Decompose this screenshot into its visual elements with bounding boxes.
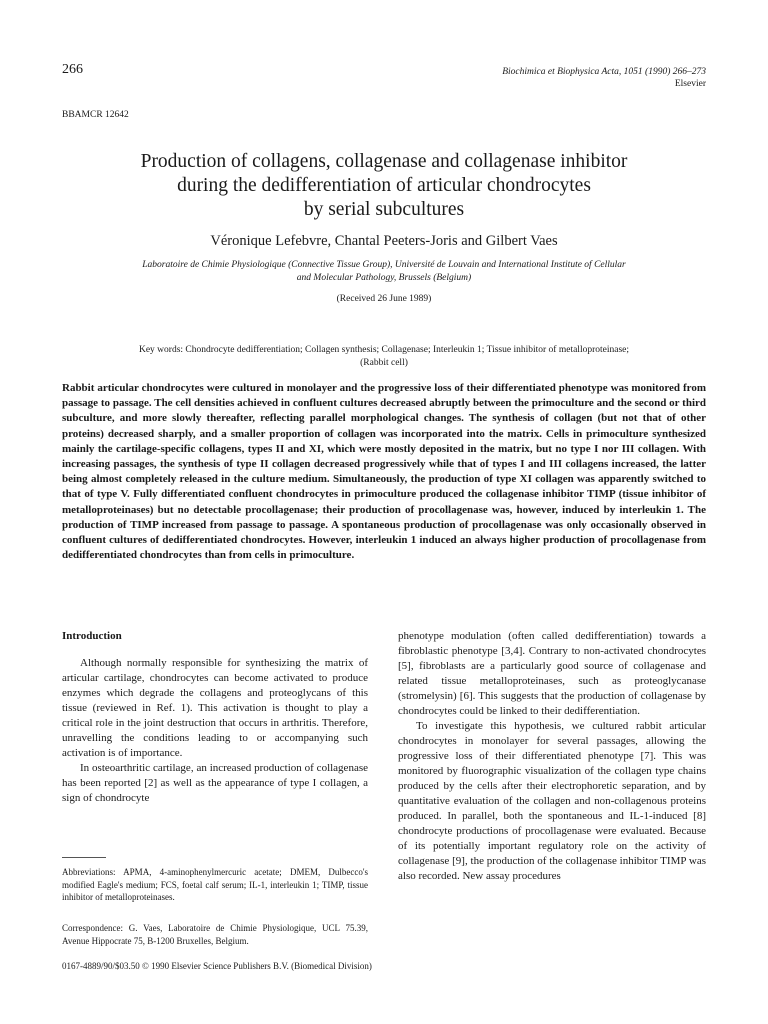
page-number: 266 [62,62,83,77]
abstract: Rabbit articular chondrocytes were cultured in monolayer and the progressive loss of their differentiated phenotype was monitored from passage to passage. The cell densities achieved in confluent cultures decreased abruptly between the primoculture and the second or third subculture, and more slowly thereafter, reflecting parallel morphological changes. The synthesis of collagen (but not that of other proteins) decreased sharply, and a smaller proportion of collagen was incorporated into the matrix. Cells in primoculture synthesized mainly the cartilage-specific collagens, types II and XI, which were mostly deposited in the matrix, but no type I nor III collagen. With increasing passages, the synthesis of type II collagen decreased progressively while that of types I and III collagens increased, the latter being almost completely released in the culture medium. Simultaneously, the production of type XI collagen was apparently switched to that of type V. Fully differentiated confluent chondrocytes in primoculture produced the collagenase inhibitor TIMP (tissue inhibitor of metalloproteinases) but no detectable procollagenase; their production of procollagenase was, however, induced by interleukin 1. The production of TIMP increased from passage to passage. A spontaneous production of procollagenase was only occasionally observed in confluent cultures of dedifferentiated chondrocytes. However, interleukin 1 induced an always higher production of procollagenase from dedifferentiated chondrocytes than from cells in primoculture. [62,382,706,562]
journal-citation-block [502,66,706,90]
keywords-line: (Rabbit cell) [360,358,408,368]
left-column [62,629,368,806]
keywords [80,344,688,370]
body-paragraph: Although normally responsible for synthesizing the matrix of articular cartilage, chondrocytes can become activated to produce enzymes which degrade the collagens and proteoglycans of this tissue (reviewed in Ref. 1). This activation is thought to play a critical role in the joint destruction that occurs in arthritis. Therefore, unravelling the conditions leading to or accompanying such activation is of importance. [62,657,368,759]
article-title [60,150,708,222]
body-paragraph: phenotype modulation (often called dedifferentiation) towards a fibroblastic phenotype [3,4]. Contrary to non-activated chondrocytes [5], fibroblasts are a particularly good source of collagenase and related tissue metalloproteinases, such as proteoglycanase (stromelysin) [6]. This suggests that the production of collagenase by chondrocytes could be linked to their dedifferentiation. [398,630,706,717]
body-paragraph: In osteoarthritic cartilage, an increased production of collagenase has been reported [2] as well as the appearance of type I collagen, a sign of chondrocyte [62,762,368,804]
received-date: (Received 26 June 1989) [336,294,432,304]
abbreviations-footnote: Abbreviations: APMA, 4-aminophenylmercuric acetate; DMEM, Dulbecco's modified Eagle's medium; FCS, foetal calf serum; IL-1, interleukin 1; TIMP, tissue inhibitor of metalloproteinases. [62,867,368,902]
keywords-line: Key words: Chondrocyte dedifferentiation; Collagen synthesis; Collagenase; Interleukin 1; Tissue inhibitor of metalloproteinase; [138,345,630,355]
manuscript-code: BBAMCR 12642 [62,110,129,120]
publisher-name: Elsevier [674,79,706,89]
author-list: Véronique Lefebvre, Chantal Peeters-Joris and Gilbert Vaes [210,233,558,249]
correspondence-footnote: Correspondence: G. Vaes, Laboratoire de Chimie Physiologique, UCL 75.39, Avenue Hippocrate 75, B-1200 Bruxelles, Belgium. [62,923,368,946]
affiliation-line: Laboratoire de Chimie Physiologique (Connective Tissue Group), Université de Louvain and International Institute of Cellular [142,260,626,270]
footnote-divider [62,857,106,858]
title-line: during the dedifferentiation of articular chondrocytes [177,175,591,196]
title-line: by serial subcultures [303,199,465,220]
affiliation-line: and Molecular Pathology, Brussels (Belgium) [296,273,472,283]
introduction-heading: Introduction [62,630,122,642]
body-paragraph: To investigate this hypothesis, we cultured rabbit articular chondrocytes in monolayer for several passages, allowing the progressive loss of their differentiated phenotype [7]. This was monitored by fluorographic visualization of the collagen type chains produced by the cells after their electrophoretic separation, and by quantitative evaluation of the collagen and non-collagenous proteins produced. In parallel, both the spontaneous and IL-1-induced [8] chondrocyte productions of procollagenase were evaluated. Because of its potentially important regulatory role on the activity of collagenase [9], the production of the collagenase inhibitor TIMP was also recorded. New assay procedures [398,720,706,882]
title-line: Production of collagens, collagenase and collagenase inhibitor [140,151,628,172]
affiliation [100,259,668,285]
copyright-line: 0167-4889/90/$03.50 © 1990 Elsevier Science Publishers B.V. (Biomedical Division) [62,961,372,971]
journal-citation: Biochimica et Biophysica Acta, 1051 (1990) 266–273 [502,67,706,77]
right-column [398,629,706,884]
